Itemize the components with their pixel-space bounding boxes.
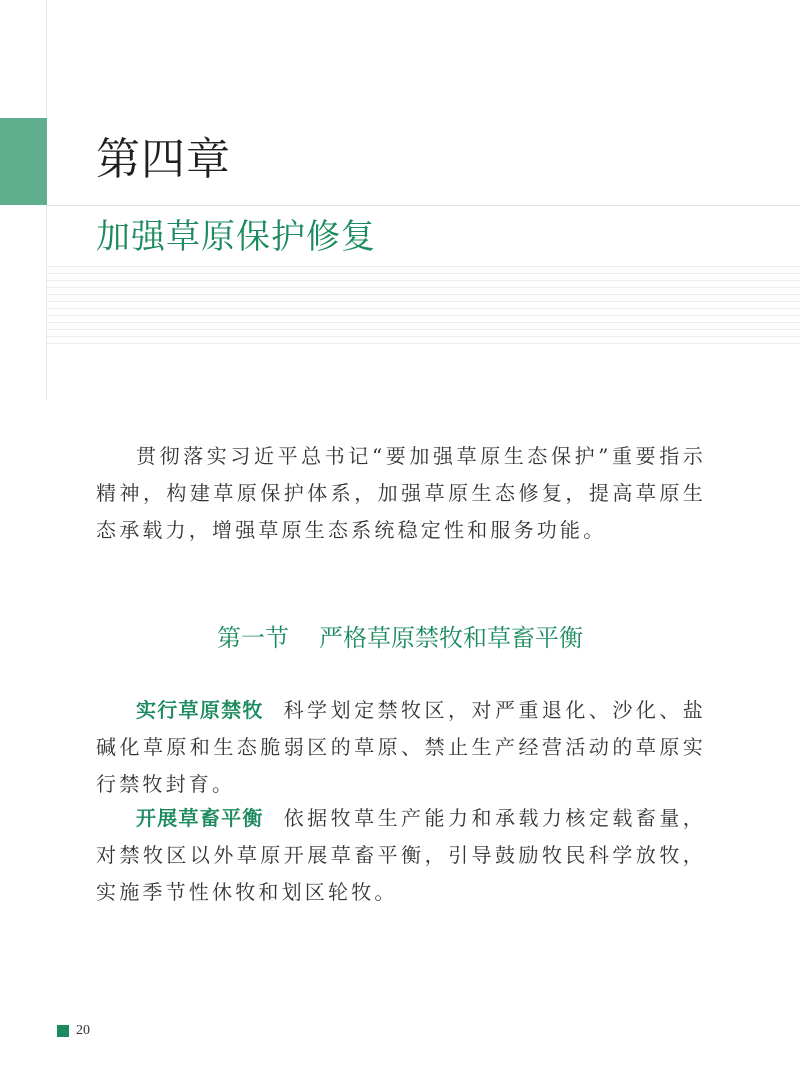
- chapter-label: 第四章: [96, 134, 231, 185]
- chapter-tab-marker: [0, 118, 47, 205]
- paragraph-lead: 开展草畜平衡: [136, 806, 264, 830]
- stripe-line: [47, 329, 800, 330]
- decorative-stripes: [47, 266, 800, 352]
- section-number: 第一节: [217, 624, 289, 652]
- stripe-line: [47, 308, 800, 309]
- section-title: 严格草原禁牧和草畜平衡: [319, 624, 583, 652]
- paragraph-body: 科学划定禁牧区，对严重退化、沙化、盐碱化草原和生态脆弱区的草原、禁止生产经营活动的草原实行禁牧封育。: [96, 698, 706, 796]
- paragraph-forage-livestock-balance: [96, 800, 706, 911]
- stripe-line: [47, 343, 800, 344]
- stripe-line: [47, 294, 800, 295]
- stripe-line: [47, 336, 800, 337]
- stripe-line: [47, 266, 800, 267]
- paragraph-grazing-ban: [96, 692, 706, 803]
- stripe-line: [47, 280, 800, 281]
- stripe-line: [47, 273, 800, 274]
- stripe-line: [47, 322, 800, 323]
- stripe-line: [47, 301, 800, 302]
- stripe-line: [47, 287, 800, 288]
- stripe-line: [47, 315, 800, 316]
- page-number: 20: [76, 1023, 90, 1038]
- header-divider: [47, 205, 800, 206]
- paragraph-body: 依据牧草生产能力和承载力核定载畜量，对禁牧区以外草原开展草畜平衡，引导鼓励牧民科学放牧，实施季节性休牧和划区轮牧。: [96, 806, 706, 904]
- footer-square-icon: [57, 1025, 69, 1037]
- paragraph-lead: 实行草原禁牧: [136, 698, 264, 722]
- intro-paragraph: 贯彻落实习近平总书记“要加强草原生态保护”重要指示精神，构建草原保护体系，加强草原生态修复，提高草原生态承载力，增强草原生态系统稳定性和服务功能。: [96, 444, 706, 542]
- chapter-title: 加强草原保护修复: [96, 217, 376, 257]
- section-heading: [0, 618, 800, 658]
